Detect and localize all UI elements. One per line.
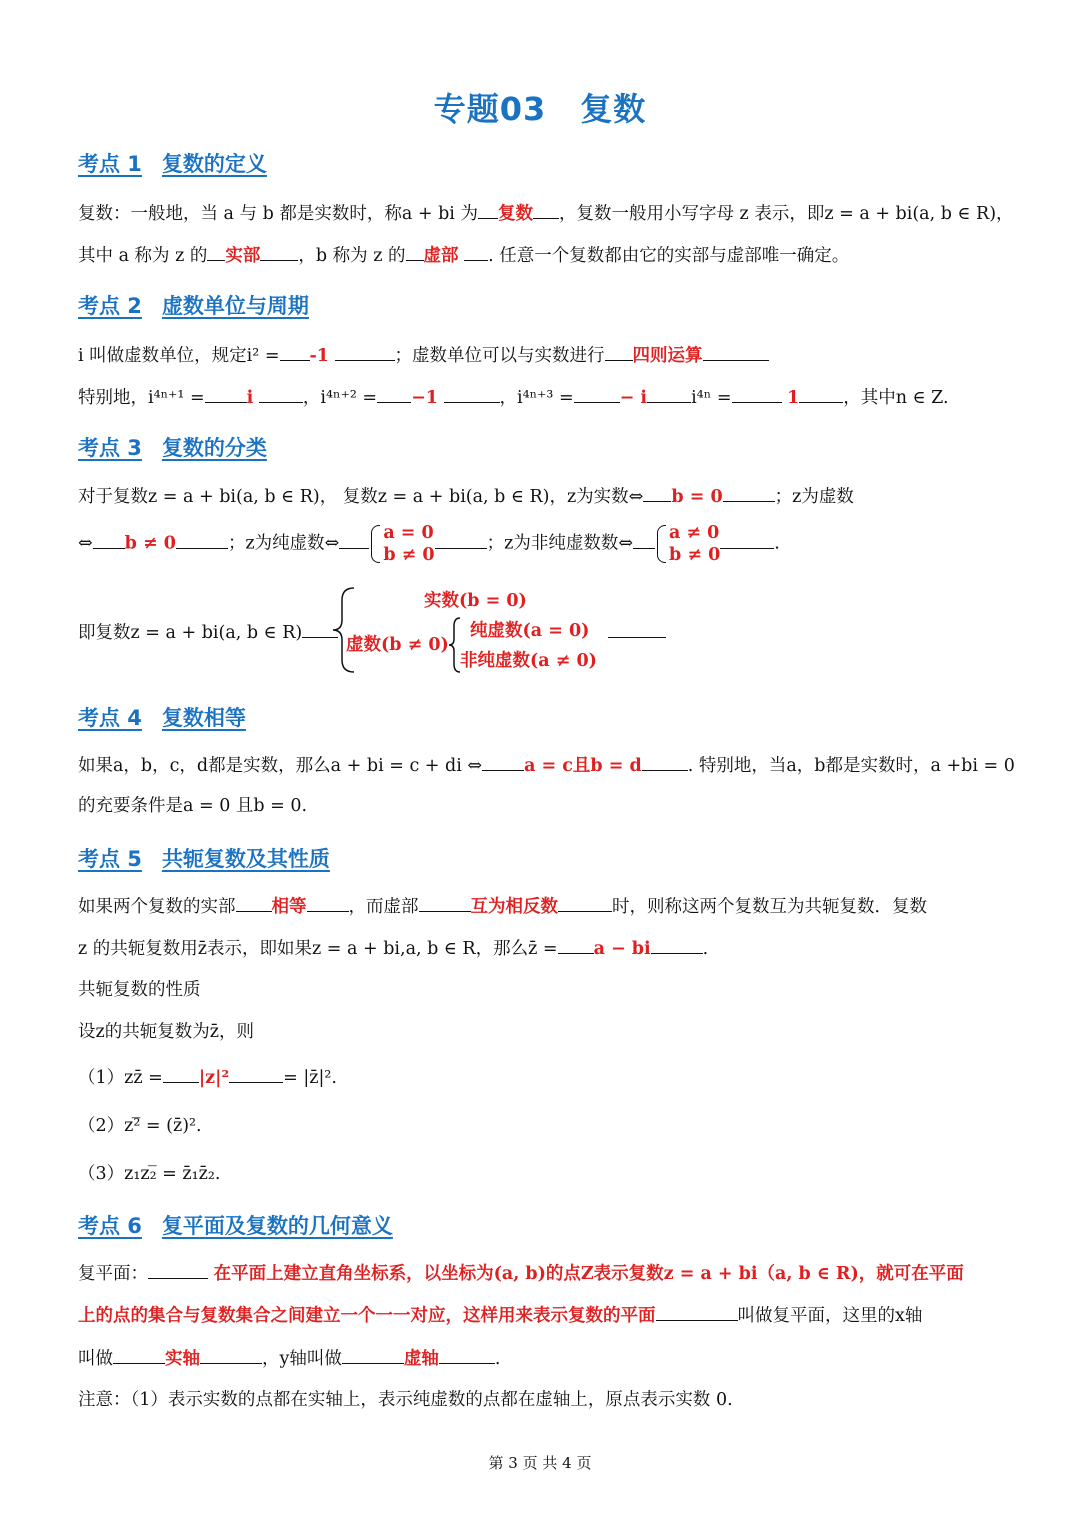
s6-line-3: 叫做 实轴 ，y轴叫做 虚轴 . [78,1343,1002,1373]
s2-line-1: i 叫做虚数单位，规定i² = -1 ；虚数单位可以与实数进行 四则运算 [78,340,1002,370]
s5-line-3: 共轭复数的性质 [78,980,201,1000]
page-title: 专题03 复数 [433,90,647,128]
s6-line-4: 注意：（1）表示实数的点都在实轴上，表示纯虚数的点都在虚轴上，原点表示实数 0. [78,1390,733,1410]
s5-prop-2: （2）z²̅ = (z̄)². [78,1116,202,1136]
class-real: 实数(b = 0) [424,591,527,611]
s5-line-2: z 的共轭复数用z̄表示，即如果z = a + bi,a, b ∈ R，那么z̄ = a − bi . [78,933,1002,963]
s1-line-2: 其中 a 称为 z 的 实部 ，b 称为 z 的 虚部 . 任意一个复数都由它的实部与虚部唯一确定。 [78,240,1002,270]
s6-line-2: 上的点的集合与复数集合之间建立一个一一对应，这样用来表示复数的平面 叫做复平面，这里的x轴 [78,1300,1002,1330]
s5-line-4: 设z的共轭复数为z̄，则 [78,1022,254,1042]
section-heading-1: 考点 1 复数的定义 [78,152,267,176]
s4-line-2: 的充要条件是a = 0 且b = 0. [78,796,308,816]
class-npure: 非纯虚数(a ≠ 0) [460,651,597,671]
class-imag: 虚数(b ≠ 0) [346,635,449,655]
section-heading-2: 考点 2 虚数单位与周期 [78,294,309,318]
classification-brace [330,586,360,674]
class-blank [608,617,1002,647]
section-heading-5: 考点 5 共轭复数及其性质 [78,847,330,871]
s5-line-1: 如果两个复数的实部 相等 ，而虚部 互为相反数 时，则称这两个复数互为共轭复数．复数 [78,891,1002,921]
section-heading-6: 考点 6 复平面及复数的几何意义 [78,1214,393,1238]
s3-line-2: ⇔ b ≠ 0 ；z为纯虚数⇔ a = 0 b ≠ 0 ；z为非纯虚数数⇔ a ≠ 0 b ≠ 0 . [78,523,780,565]
pure-imag-condition: a = 0 b ≠ 0 [369,522,434,566]
s5-prop-1: （1）zz̄ = |z|² = |z̄|². [78,1062,1002,1092]
class-pure: 纯虚数(a = 0) [470,621,590,641]
s3-line-3: 即复数z = a + bi(a, b ∈ R) [78,617,1002,647]
s1-line-1: 复数：一般地，当 a 与 b 都是实数时，称a + bi 为 复数 ，复数一般用小写字母 z 表示，即z = a + bi(a, b ∈ R)， [78,198,1002,228]
page-footer: 第 3 页 共 4 页 [488,1454,592,1472]
section-heading-3: 考点 3 复数的分类 [78,436,267,460]
section-heading-4: 考点 4 复数相等 [78,706,246,730]
s3-line-1: 对于复数z = a + bi(a, b ∈ R)， 复数z = a + bi(a, b ∈ R)，z为实数⇔ b = 0 ；z为虚数 [78,481,1002,511]
s4-line-1: 如果a，b，c，d都是实数，那么a + bi = c + di ⇔ a = c且b = d . 特别地，当a，b都是实数时，a +bi = 0 [78,750,1002,780]
nonpure-imag-condition: a ≠ 0 b ≠ 0 [655,522,720,566]
s5-prop-3: （3）z₁z₂̅ = z̄₁z̄₂. [78,1164,221,1184]
s2-line-2: 特别地，i⁴ⁿ⁺¹ = i ，i⁴ⁿ⁺² = −1 ，i⁴ⁿ⁺³ = − i i⁴ⁿ = 1 ，其中n ∈ Z. [78,382,1002,412]
s6-line-1: 复平面： 在平面上建立直角坐标系，以坐标为(a, b)的点Z表示复数z = a + bi（a, b ∈ R)，就可在平面 [78,1258,1002,1288]
